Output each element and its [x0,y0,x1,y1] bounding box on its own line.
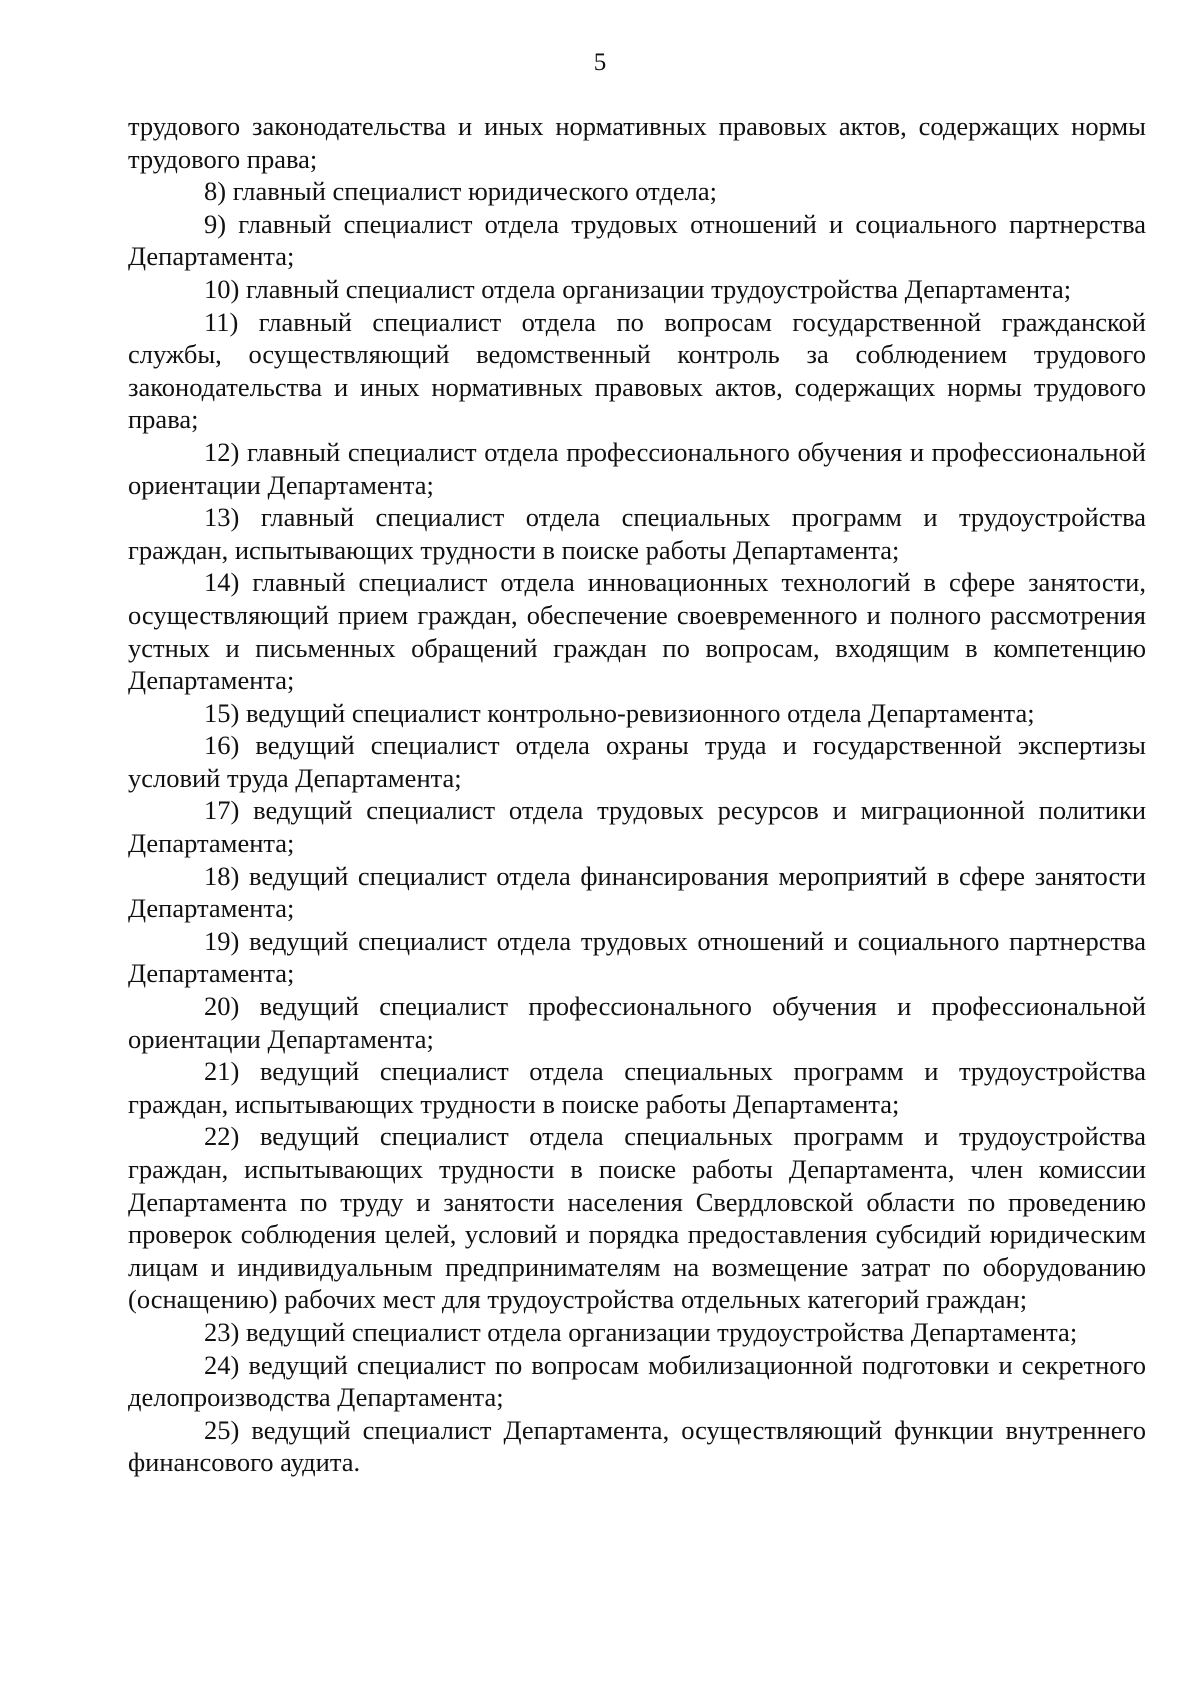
list-item-21: 21) ведущий специалист отдела специальных программ и трудоустройства граждан, испытывающих трудности в поиске работы Департамента; [128,1056,1146,1119]
list-item-17: 17) ведущий специалист отдела трудовых ресурсов и миграционной политики Департамента; [128,795,1146,859]
list-item-20: 20) ведущий специалист профессионального обучения и профессиональной ориентации Департамента; [128,991,1146,1054]
list-item-9: 9) главный специалист отдела трудовых отношений и социального партнерства Департамента; [128,208,1146,272]
list-item-19: 19) ведущий специалист отдела трудовых отношений и социального партнерства Департамента; [128,925,1146,989]
paragraph-continuation: трудового законодательства и иных нормативных правовых актов, содержащих нормы трудового права; [128,111,1146,174]
list-item-13: 13) главный специалист отдела специальных программ и трудоустройства граждан, испытывающих трудности в поиске работы Департамента; [128,502,1146,565]
list-item-18: 18) ведущий специалист отдела финансирования мероприятий в сфере занятости Департамента; [128,860,1146,924]
list-item-15: 15) ведущий специалист контрольно-ревизионного отдела Департамента; [204,697,1035,728]
list-item-24: 24) ведущий специалист по вопросам мобилизационной подготовки и секретного делопроизводства Департамента; [128,1349,1146,1413]
list-item-12: 12) главный специалист отдела профессионального обучения и профессиональной ориентации Департамента; [128,436,1146,500]
list-item-14: 14) главный специалист отдела инновационных технологий в сфере занятости, осуществляющий прием граждан, обеспечение своевременного и полного рассмотрения устных и письменных обращений граждан по вопросам, входящим в компетенцию Департамента; [128,567,1146,696]
list-item-25: 25) ведущий специалист Департамента, осуществляющий функции внутреннего финансового аудита. [128,1414,1146,1478]
page-number: 5 [593,49,607,76]
list-item-23: 23) ведущий специалист отдела организации трудоустройства Департамента; [204,1316,1078,1347]
list-item-16: 16) ведущий специалист отдела охраны труда и государственной экспертизы условий труда Департамента; [128,730,1146,793]
list-item-11: 11) главный специалист отдела по вопросам государственной гражданской службы, осуществляющий ведомственный контроль за соблюдением трудового законодательства и иных нормативных правовых актов, содержащих нормы трудового права; [128,306,1146,435]
list-item-8: 8) главный специалист юридического отдела; [204,176,717,207]
document-body [128,110,1146,1479]
list-item-22: 22) ведущий специалист отдела специальных программ и трудоустройства граждан, испытывающих трудности в поиске работы Департамента, член комиссии Департамента по труду и занятости населения Свердловской области по проведению проверок соблюдения целей, условий и порядка предоставления субсидий юридическим лицам и индивидуальным предпринимателям на возмещение затрат по оборудованию (оснащению) рабочих мест для трудоустройства отдельных категорий граждан; [128,1121,1146,1315]
list-item-10: 10) главный специалист отдела организации трудоустройства Департамента; [204,273,1072,304]
